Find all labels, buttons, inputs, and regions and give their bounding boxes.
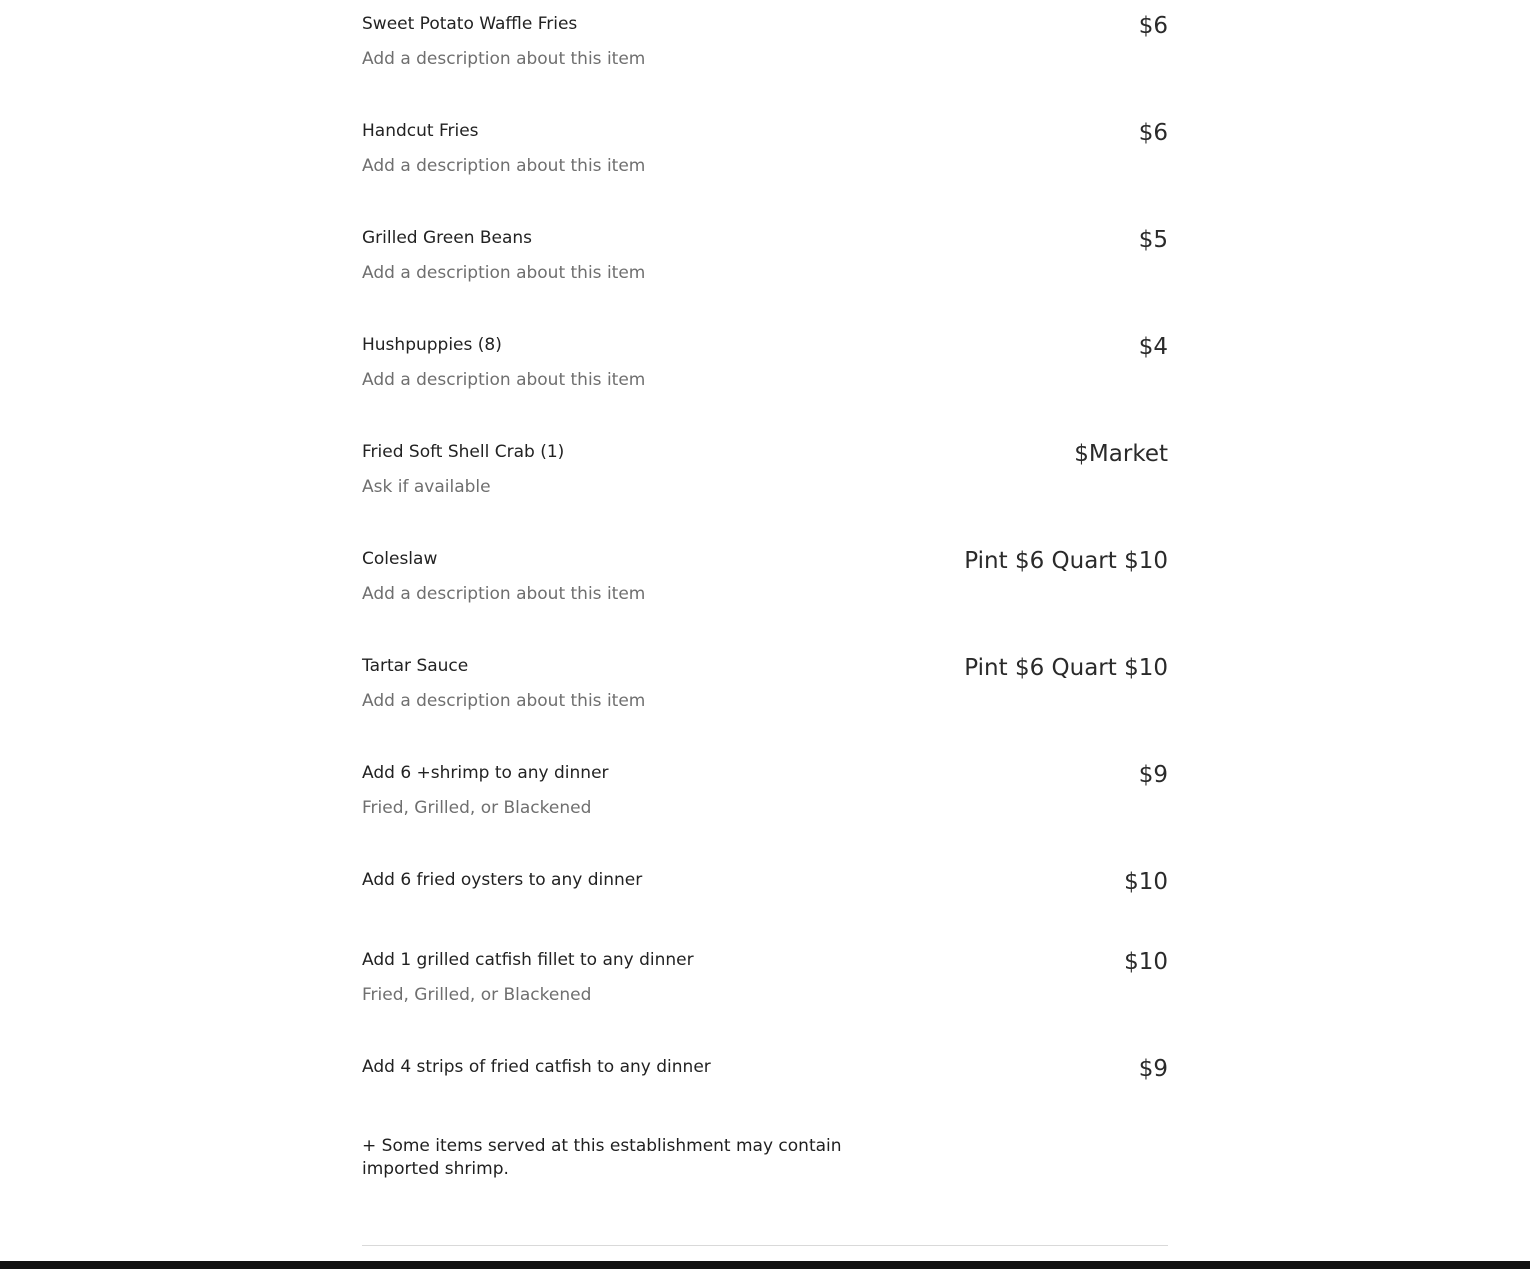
menu-item-name: Add 6 +shrimp to any dinner — [362, 763, 609, 783]
menu-item-description: Add a description about this item — [362, 156, 646, 176]
menu-item-description: Add a description about this item — [362, 370, 646, 390]
menu-footnote: + Some items served at this establishment may contain imported shrimp. — [362, 1136, 842, 1179]
menu-item-name: Add 1 grilled catfish fillet to any dinner — [362, 950, 694, 970]
menu-item-name: Tartar Sauce — [362, 656, 469, 676]
menu-item-description: Add a description about this item — [362, 263, 646, 283]
menu-item-description: Add a description about this item — [362, 584, 646, 604]
menu-item-price: Pint $6 Quart $10 — [964, 655, 1168, 681]
menu-item-price: $4 — [1138, 334, 1168, 360]
section-divider — [362, 1245, 1168, 1246]
menu-item-price: Pint $6 Quart $10 — [964, 548, 1168, 574]
menu-item-price: $6 — [1138, 120, 1168, 146]
menu-item-name: Coleslaw — [362, 549, 438, 569]
menu-item-description: Add a description about this item — [362, 691, 646, 711]
menu-item-name: Add 6 fried oysters to any dinner — [362, 870, 643, 890]
menu-item-name: Add 4 strips of fried catfish to any dinner — [362, 1057, 711, 1077]
menu-item-price: $Market — [1074, 441, 1168, 467]
menu-item-price: $9 — [1138, 762, 1168, 788]
menu-item-price: $9 — [1138, 1056, 1168, 1082]
menu-item-price: $10 — [1124, 869, 1168, 895]
menu-item-description: Fried, Grilled, or Blackened — [362, 985, 592, 1005]
menu-item-name: Fried Soft Shell Crab (1) — [362, 442, 565, 462]
menu-item-description: Add a description about this item — [362, 49, 646, 69]
menu-item-description: Fried, Grilled, or Blackened — [362, 798, 592, 818]
menu-item-name: Sweet Potato Waffle Fries — [362, 14, 578, 34]
footer-bar — [0, 1261, 1530, 1269]
menu-item-price: $10 — [1124, 949, 1168, 975]
menu-item-price: $6 — [1138, 13, 1168, 39]
menu-item-price: $5 — [1138, 227, 1168, 253]
menu-item-description: Ask if available — [362, 477, 491, 497]
menu-item-name: Handcut Fries — [362, 121, 479, 141]
menu-item-name: Hushpuppies (8) — [362, 335, 502, 355]
menu-item-name: Grilled Green Beans — [362, 228, 533, 248]
